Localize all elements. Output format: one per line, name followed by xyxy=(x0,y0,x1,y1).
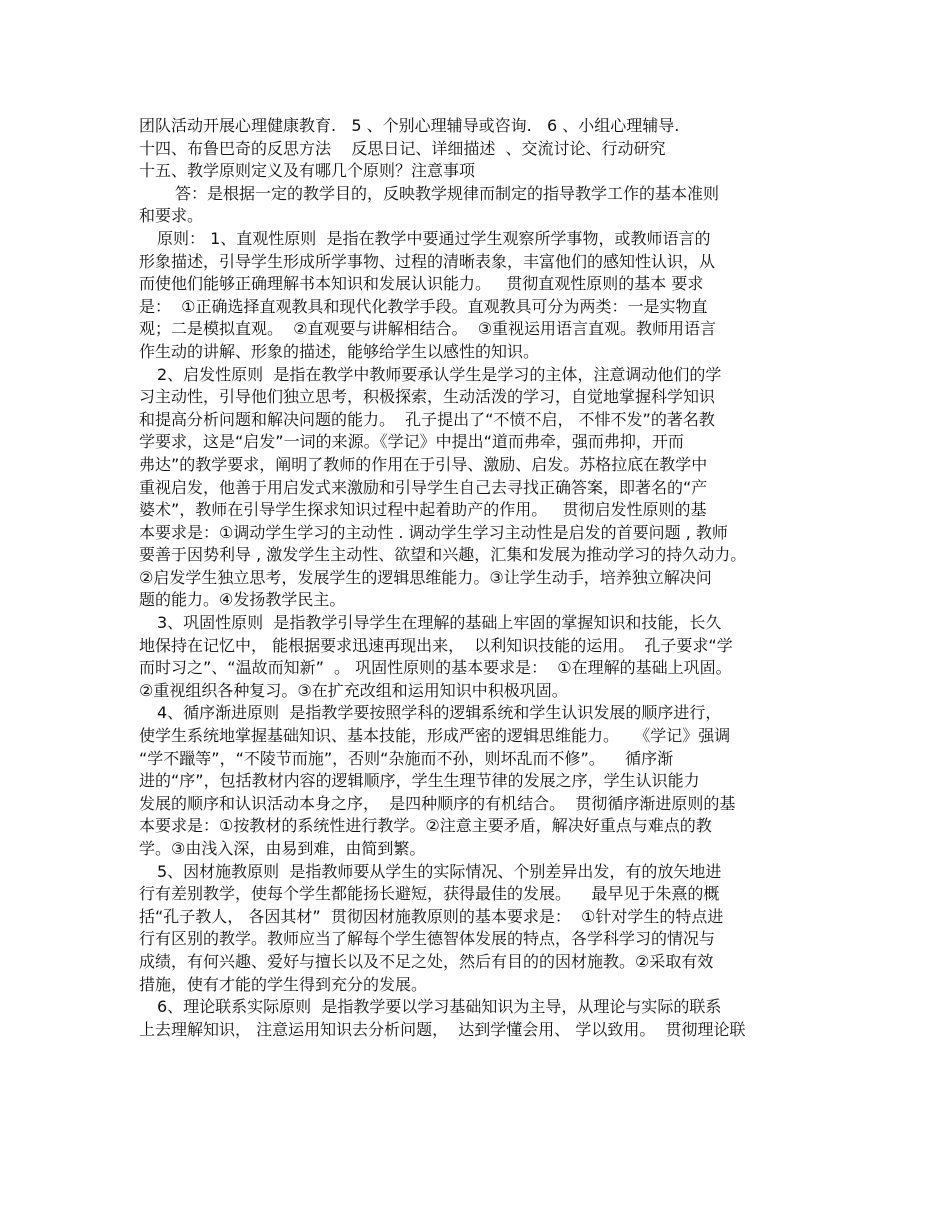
text-line: 成绩，有何兴趣、爱好与擅长以及不足之处，然后有目的的因材施教。②采取有效 xyxy=(139,951,714,971)
text-line: 学要求，这是“启发”一词的来源。《学记》中提出“道而弗牵，强而弗抑，开而 xyxy=(139,432,684,452)
text-line: 弗达”的教学要求，阐明了教师的作用在于引导、激励、启发。苏格拉底在教学中 xyxy=(139,454,708,474)
text-line: 使学生系统地掌握基础知识、基本技能，形成严密的逻辑思维能力。 《学记》强调 xyxy=(139,726,731,746)
text-line: 6、理论联系实际原则 是指教学要以学习基础知识为主导，从理论与实际的联系 xyxy=(157,997,722,1017)
text-line: 而时习之”、“温故而知新” 。 巩固性原则的基本要求是： ①在理解的基础上巩固。 xyxy=(139,658,732,678)
text-line: 3、巩固性原则 是指教学引导学生在理解的基础上牢固的掌握知识和技能，长久 xyxy=(157,613,722,633)
text-line: 团队活动开展心理健康教育. 5 、个别心理辅导或咨询. 6 、小组心理辅导. xyxy=(139,116,680,135)
section-heading: 十五、教学原则定义及有哪几个原则？注意事项 xyxy=(139,161,476,181)
text-line: 作生动的讲解、形象的描述，能够给学生以感性的知识。 xyxy=(139,341,540,361)
text-line: ②重视组织各种复习。③在扩充改组和运用知识中积极巩固。 xyxy=(139,680,568,700)
text-line: 发展的顺序和认识活动本身之序， 是四种顺序的有机结合。 贯彻循序渐进原则的基 xyxy=(139,793,736,813)
text-line: 重视启发，他善于用启发式来激励和引导学生自己去寻找正确答案，即著名的“产 xyxy=(139,477,708,497)
text-line: 进的“序”，包括教材内容的逻辑顺序，学生生理节律的发展之序，学生认识能力 xyxy=(139,771,700,791)
text-line: 和要求。 xyxy=(139,206,204,226)
text-line: “学不躐等”，“不陵节而施”，否则“杂施而不孙，则坏乱而不修”。 循序渐 xyxy=(139,748,674,768)
text-line: 十四、布鲁巴奇的反思方法 反思日记、详细描述 、交流讨论、行动研究 xyxy=(139,138,666,158)
text-line: 行有差别教学，使每个学生都能扬长避短，获得最佳的发展。 最早见于朱熹的概 xyxy=(139,884,720,904)
text-line: 4、循序渐进原则 是指教学要按照学科的逻辑系统和学生认识发展的顺序进行， xyxy=(157,703,722,723)
text-line: 原则： 1、直观性原则 是指在教学中要通过学生观察所学事物，或教师语言的 xyxy=(157,228,711,248)
document-body xyxy=(139,115,819,1041)
text-line: 本要求是：①调动学生学习的主动性 . 调动学生学习主动性是启发的首要问题 , 教师 xyxy=(139,522,728,542)
text-line: 要善于因势利导 , 激发学生主动性、欲望和兴趣，汇集和发展为推动学习的持久动力。 xyxy=(139,545,747,565)
text-line: 答：是根据一定的教学目的，反映教学规律而制定的指导教学工作的基本准则 xyxy=(175,183,720,203)
text-line: 2、启发性原则 是指在教学中教师要承认学生是学习的主体，注意调动他们的学 xyxy=(157,364,722,384)
text-line: 行有区别的教学。教师应当了解每个学生德智体发展的特点，各学科学习的情况与 xyxy=(139,929,716,949)
text-line: 而使他们能够正确理解书本知识和发展认识能力。 贯彻直观性原则的基本 要求 xyxy=(139,274,704,294)
text-line: 本要求是：①按教材的系统性进行教学。②注意主要矛盾，解决好重点与难点的教 xyxy=(139,816,712,836)
text-line: 形象描述，引导学生形成所学事物、过程的清晰表象，丰富他们的感知性认识，从 xyxy=(139,251,716,271)
text-line: 习主动性，引导他们独立思考，积极探索，生动活泼的学习，自觉地掌握科学知识 xyxy=(139,387,716,407)
text-line: 是： ①正确选择直观教具和现代化教学手段。直观教具可分为两类：一是实物直 xyxy=(139,296,708,316)
text-line: 婆术”，教师在引导学生探求知识过程中起着助产的作用。 贯彻启发性原则的基 xyxy=(139,500,707,520)
text-line: 5、因材施教原则 是指教师要从学生的实际情况、个别差异出发，有的放矢地进 xyxy=(157,861,722,881)
text-line: 括“孔子教人， 各因其材” 贯彻因材施教原则的基本要求是： ①针对学生的特点进 xyxy=(139,906,724,926)
text-line: 和提高分析问题和解决问题的能力。 孔子提出了“不愤不启， 不悱不发”的著名教 xyxy=(139,409,715,429)
text-line: 学。③由浅入深，由易到难，由简到繁。 xyxy=(139,839,426,858)
text-line: 措施，使有才能的学生得到充分的发展。 xyxy=(139,974,428,994)
text-line: ②启发学生独立思考，发展学生的逻辑思维能力。③让学生动手，培养独立解决问 xyxy=(139,567,712,587)
text-line: 观；二是模拟直观。 ②直观要与讲解相结合。 ③重视运用语言直观。教师用语言 xyxy=(139,319,717,339)
text-line: 题的能力。④发扬教学民主。 xyxy=(139,590,346,610)
text-line: 上去理解知识， 注意运用知识去分析问题， 达到学懂会用、 学以致用。 贯彻理论联 xyxy=(139,1019,746,1039)
text-line: 地保持在记忆中， 能根据要求迅速再现出来， 以利知识技能的运用。 孔子要求“学 xyxy=(139,635,733,655)
